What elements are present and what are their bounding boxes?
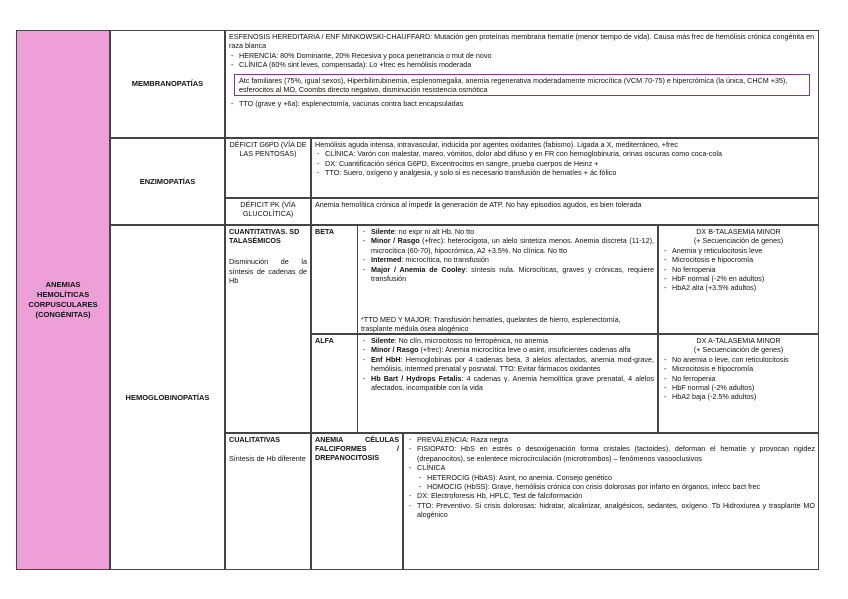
beta-major: - Major / Anemia de Cooley: síntesis nula. Microcíticas, graves y crónicas, requiere transfusión (361, 265, 654, 284)
alfa-hbh: - Enf HbH: Hemoglobinas por 4 cadenas beta, 3 alelos afectados, anemia mod-grave, hemólisis, intermed prenatal y posnatal. TTO: Evitar fármacos oxidantes (361, 355, 654, 374)
membranopathies-title: MEMBRANOPATÍAS (131, 79, 204, 89)
alfa-content (358, 334, 658, 433)
alfa-dx-title: DX A-TALASEMIA MINOR (696, 336, 781, 345)
beta-dx-item: - Anemia y reticulocitosis leve (662, 246, 815, 255)
beta-dx-title: DX B-TALASEMIA MINOR (696, 227, 781, 236)
beta-silent: - Silente: no expr ni alt Hb. No tto (361, 227, 654, 236)
g6pd-label-cell (225, 138, 311, 198)
hemoglobinopathies-title: HEMOGLOBINOPATÍAS (125, 392, 210, 402)
alfa-dx-item: - No ferropenia (662, 374, 815, 383)
g6pd-clinical: - CLÍNICA: Varón con malestar, mareo, vómitos, dolor abd difuso y en FR con hemoglobinuria, orinas oscuras como coca-cola (315, 149, 815, 158)
alfa-hydrops: - Hb Bart / Hydrops Fetalis: 4 cadenas γ. Anemia hemolítica grave prenatal, 4 alelos afectados, incompatible con la vida (361, 374, 654, 393)
hemoglobinopathies-header (110, 225, 225, 570)
main-category-cell (16, 30, 110, 570)
sickle-treatment: - TTO: Preventivo. Si crisis dolorosas: hidratar, alcalinizar, analgésicos, sedantes, oxígeno. Tb Hidroxiurea y trasplante MO alogénico (407, 501, 815, 520)
beta-treatment-note (358, 314, 658, 334)
sickle-cell-label: ANEMIA CÉLULAS FALCIFORMES / DREPANOCITOSIS (315, 435, 399, 463)
beta-dx-subtitle: (+ Secuenciación de genes) (693, 236, 784, 246)
qualitative-title: CUALITATIVAS (229, 435, 281, 444)
main-category-label: ANEMIAS HEMOLÍTICAS CORPUSCULARES (CONGÉNITAS) (28, 280, 98, 319)
membranopathies-content (225, 30, 819, 138)
alfa-dx-cell (658, 334, 819, 433)
beta-intermedia: - Intermed: microcítica, no transfusión (361, 255, 654, 264)
quantitative-description: Disminución de la síntesis de cadenas de Hb (229, 257, 307, 286)
membranopathies-treatment: - TTO (grave y +6a): esplenectomía, vacunas contra bact encapsuladas (229, 99, 815, 108)
sickle-cell-label-cell (311, 433, 403, 570)
membranopathies-header (110, 30, 225, 138)
qualitative-description: Síntesis de Hb diferente (229, 454, 306, 464)
alfa-dx-item: - No anemia o leve, con reticulocitosis (662, 355, 815, 364)
alfa-label: ALFA (315, 336, 334, 345)
sickle-cell-content (403, 433, 819, 570)
g6pd-label: DÉFICIT G6PD (VÍA DE LAS PENTOSAS) (229, 140, 307, 159)
beta-dx-item: - No ferropenia (662, 265, 815, 274)
clinical-item: - CLÍNICA (60% sint leves, compensada): Lo +frec es hemólisis moderada (229, 60, 815, 69)
g6pd-treatment: - TTO: Suero, oxígeno y analgesia, y solo si es necesario transfusión de hematíes + ác fólico (315, 168, 815, 177)
beta-dx-item: - HbF normal (-2% en adultos) (662, 274, 815, 283)
quantitative-title: CUANTITATIVAS. SD TALASÉMICOS (229, 227, 300, 246)
beta-minor: - Minor / Rasgo (+frec): heterocigota, un alelo sintetiza menos. Anemia discreta (11-12), microcítica (60-70), hipocrómica, A2 +3.5%. No clínica. No tto (361, 236, 654, 255)
alfa-dx-item: - Microcitosis e hipocromía (662, 364, 815, 373)
alfa-dx-item: - HbF normal (-2% adultos) (662, 383, 815, 392)
qualitative-cell (225, 433, 311, 570)
beta-treatment-text: *TTO MED Y MAJOR: Transfusión hematíes, quelantes de hierro, esplenectomía, trasplante médula ósea alogénico (361, 315, 621, 334)
sickle-heterozygous: - HETEROCIG (HbAS): Asint, no anemia. Consejo genético (407, 473, 815, 482)
pk-label: DÉFICIT PK (VÍA GLUCOLÍTICA) (240, 200, 296, 219)
quantitative-cell (225, 225, 311, 433)
clinical-findings-box (234, 74, 810, 97)
spherocytosis-intro: ESFENOSIS HEREDITARIA / ENF MINKOWSKI-CHAUFFARD: Mutación gen proteínas membrana hematíe (menor tiempo de vida). Causa más frec de hemólisis crónica congénita en raza blanca (229, 32, 815, 51)
sickle-clinical: - CLÍNICA (407, 463, 815, 472)
alfa-dx-subtitle: (+ Secuenciación de genes) (693, 345, 784, 355)
alfa-minor: - Minor / Rasgo (+frec): Anemia microcítica leve o asint, insuficientes cadenas alfa (361, 345, 654, 354)
heredity-item: - HERENCIA: 80% Dominante, 20% Recesiva y poca penetrancia o mut de novo (229, 51, 815, 60)
alfa-label-cell (311, 334, 358, 433)
pk-content (311, 198, 819, 225)
sickle-prevalence: - PREVALENCIA: Raza negra (407, 435, 815, 444)
g6pd-diagnosis: - DX: Cuantificación sérica G6PD, Excentrocitos en sangre, prueba cuerpos de Heinz + (315, 159, 815, 168)
enzymopathies-header (110, 138, 225, 225)
summary-table (16, 30, 819, 570)
pk-label-cell (225, 198, 311, 225)
alfa-silent: - Silente: No clín, microcitosis no ferropénica, no anemia (361, 336, 654, 345)
beta-label: BETA (315, 227, 335, 236)
beta-dx-cell (658, 225, 819, 334)
g6pd-content (311, 138, 819, 198)
beta-spacer (311, 314, 358, 334)
enzymopathies-title: ENZIMOPATÍAS (139, 176, 196, 186)
alfa-dx-item: - HbA2 baja (-2.5% adultos) (662, 392, 815, 401)
sickle-diagnosis: - DX: Electroforesis Hb, HPLC, Test de falciformación (407, 491, 815, 500)
g6pd-intro: Hemólisis aguda intensa, intravascular, inducida por agentes oxidantes (fabismo). Ligada a X, mediterráneo, +frec (315, 140, 678, 149)
pk-text: Anemia hemolítica crónica al impedir la generación de ATP. No hay episodios agudos, es bien tolerada (315, 200, 642, 209)
sickle-homozygous: - HOMOCIG (HbSS): Grave, hemólisis crónica con crisis dolorosas por infarto en órganos, infecc bact frec (407, 482, 815, 491)
clinical-findings-text: Atc familiares (75%, igual sexos), Hiperbilirrubinemia, esplenomegalia, anemia regenerativa moderadamente microcítica (VCM 70-75) e hipercrómica (la única, CHCM +35), esferocitos al MO, Coombs directo negativo, disminución resistencia osmótica (239, 75, 788, 95)
beta-dx-item: - HbA2 alta (+3.5% adultos) (662, 283, 815, 292)
beta-dx-item: - Microcitosis e hipocromía (662, 255, 815, 264)
sickle-physiopathology: - FISIOPATO: HbS en estrés o desoxigenación forma cristales (tactoides), deforman el hematíe y provocan rigidez (drepanocitos), se enlentece microcirculación (microtrombos) – fenómenos vasooclusivos (407, 444, 815, 463)
